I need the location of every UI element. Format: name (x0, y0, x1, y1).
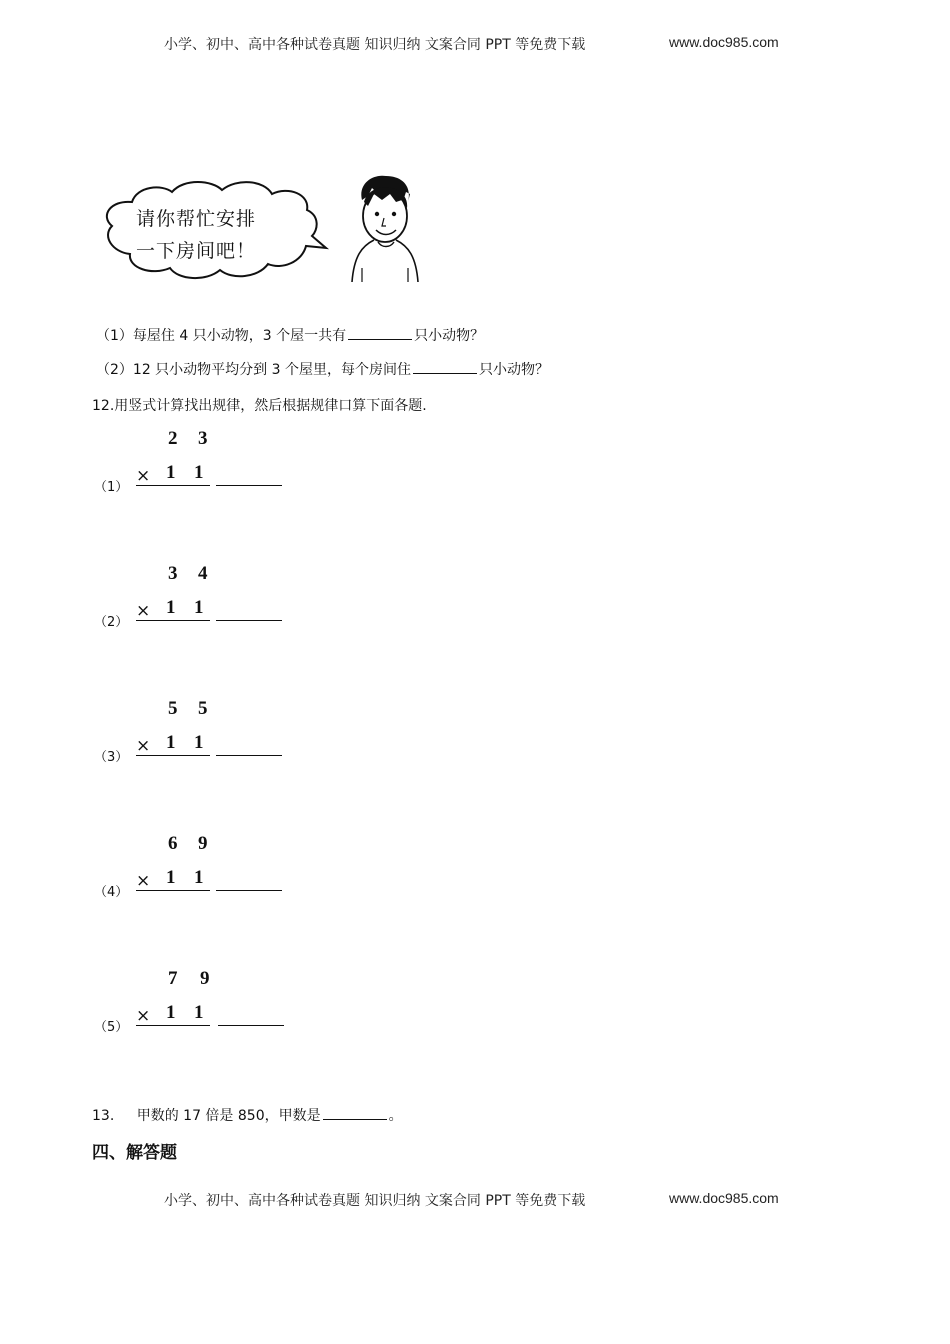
q11-part2-text: （2）12 只小动物平均分到 3 个屋里，每个房间住 (96, 362, 411, 378)
bubble-line-1: 请你帮忙安排 (136, 208, 257, 230)
q11-part1-suffix: 只小动物？ (414, 328, 485, 344)
calc-digit: 1 (166, 597, 176, 618)
answer-blank[interactable] (216, 890, 282, 891)
page-footer-url[interactable]: www.doc985.com (669, 1190, 779, 1206)
q13 (92, 1105, 403, 1125)
calc-label: （2） (94, 615, 129, 630)
calc-digit: 9 (198, 833, 208, 854)
calc-rule (136, 1025, 210, 1026)
vertical-calc-3 (94, 698, 314, 798)
q11-part1-text: （1）每屋住 4 只小动物，3 个屋一共有 (96, 328, 347, 344)
page-header-url[interactable]: www.doc985.com (669, 34, 779, 50)
q13-blank[interactable] (323, 1105, 387, 1120)
calc-digit: 3 (198, 428, 208, 449)
calc-digit: 3 (168, 563, 178, 584)
vertical-calc-2 (94, 563, 314, 663)
q11-part2-suffix: 只小动物？ (478, 362, 549, 378)
answer-blank[interactable] (218, 1025, 284, 1026)
calc-digit: 7 (168, 968, 178, 989)
calc-rule (136, 755, 210, 756)
q13-suffix: 。 (388, 1108, 403, 1124)
calc-digit: 9 (200, 968, 210, 989)
calc-rule (136, 485, 210, 486)
calc-label: （1） (94, 480, 129, 495)
calc-rule (136, 890, 210, 891)
calc-label: （5） (94, 1020, 129, 1035)
times-sign: × (136, 1006, 151, 1026)
q12-title: 12.用竖式计算找出规律，然后根据规律口算下面各题. (92, 398, 427, 414)
calc-label: （4） (94, 885, 129, 900)
q11-part2-blank[interactable] (413, 359, 477, 374)
q13-text: 甲数的 17 倍是 850，甲数是 (136, 1108, 321, 1124)
q11-part1-blank[interactable] (348, 325, 412, 340)
calc-digit: 1 (166, 1002, 176, 1023)
calc-digit: 1 (194, 867, 204, 888)
calc-digit: 1 (166, 732, 176, 753)
calc-digit: 1 (166, 867, 176, 888)
answer-blank[interactable] (216, 485, 282, 486)
vertical-calc-5 (94, 968, 314, 1068)
vertical-calc-1 (94, 428, 314, 528)
bubble-line-2: 一下房间吧！ (136, 240, 257, 262)
times-sign: × (136, 466, 151, 486)
page-footer-text: 小学、初中、高中各种试卷真题 知识归纳 文案合同 PPT 等免费下载 (164, 1193, 586, 1209)
section-4-title: 四、解答题 (92, 1143, 177, 1163)
answer-blank[interactable] (216, 755, 282, 756)
calc-digit: 5 (168, 698, 178, 719)
q13-number: 13. (92, 1108, 115, 1124)
calc-digit: 6 (168, 833, 178, 854)
times-sign: × (136, 736, 151, 756)
calc-digit: 4 (198, 563, 208, 584)
calc-digit: 1 (194, 1002, 204, 1023)
q11-part1 (96, 325, 484, 345)
calc-digit: 1 (194, 462, 204, 483)
times-sign: × (136, 871, 151, 891)
times-sign: × (136, 601, 151, 621)
answer-blank[interactable] (216, 620, 282, 621)
q11-part2 (96, 359, 549, 379)
illustration (92, 172, 422, 290)
calc-digit: 5 (198, 698, 208, 719)
calc-digit: 2 (168, 428, 178, 449)
calc-digit: 1 (194, 597, 204, 618)
calc-digit: 1 (166, 462, 176, 483)
calc-digit: 1 (194, 732, 204, 753)
vertical-calc-4 (94, 833, 314, 933)
calc-label: （3） (94, 750, 129, 765)
boy-icon (344, 172, 424, 290)
page-header-text: 小学、初中、高中各种试卷真题 知识归纳 文案合同 PPT 等免费下载 (164, 37, 586, 53)
calc-rule (136, 620, 210, 621)
